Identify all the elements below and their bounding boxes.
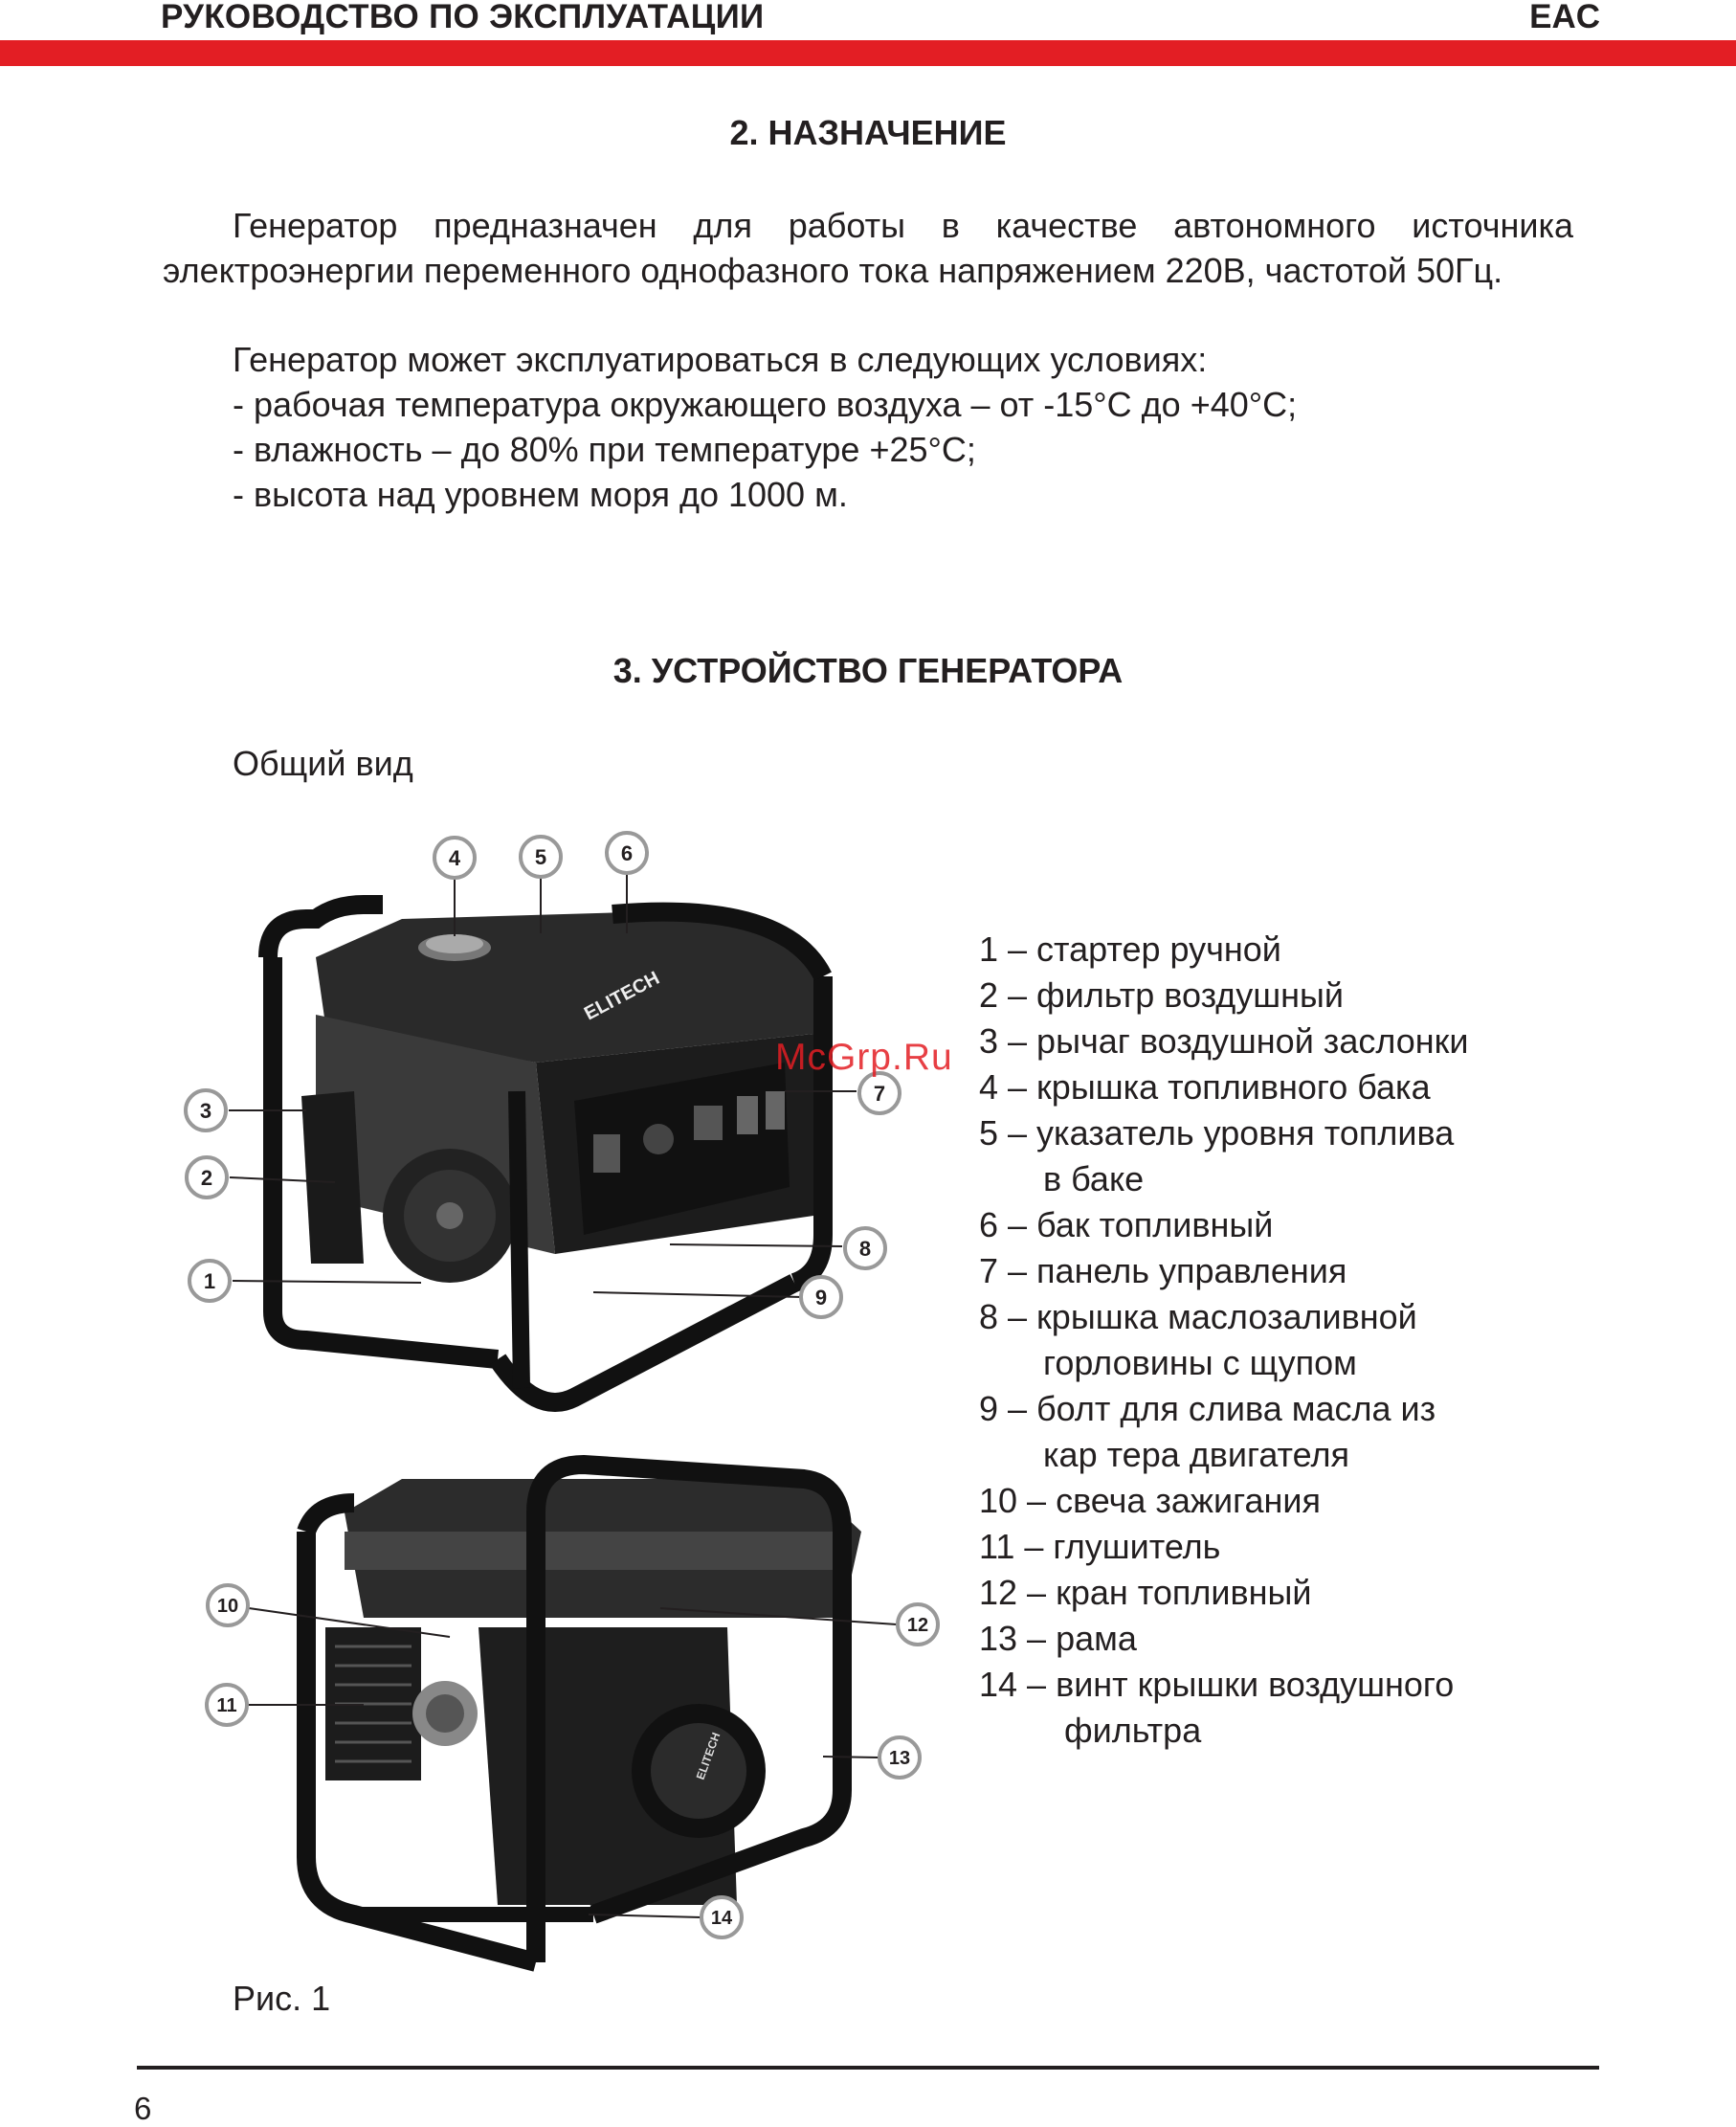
legend-item: 7 – панель управления <box>979 1251 1347 1290</box>
purpose-text: Генератор предназначен для работы в качестве автономного источника электроэнергии переменного однофазного тока напряжением 220В, частотой 50Гц. <box>163 206 1573 290</box>
svg-text:7: 7 <box>873 1082 886 1106</box>
svg-text:10: 10 <box>216 1596 239 1617</box>
legend-item: 4 – крышка топливного бака <box>979 1067 1431 1107</box>
condition-temperature: - рабочая температура окружающего воздуха – от -15°С до +40°С; <box>233 385 1298 424</box>
legend-item: 5 – указатель уровня топлива <box>979 1113 1455 1153</box>
callout-2 <box>187 1157 227 1198</box>
callout-8 <box>845 1228 885 1268</box>
callout-6 <box>607 833 647 873</box>
legend-item: 11 – глушитель <box>979 1527 1221 1566</box>
legend-item: 8 – крышка маслозаливной <box>979 1297 1417 1336</box>
general-view-label: Общий вид <box>233 744 413 783</box>
callout-7 <box>859 1073 900 1113</box>
legend-item-continuation: фильтра <box>1064 1711 1202 1750</box>
header-title: РУКОВОДСТВО ПО ЭКСПЛУАТАЦИИ <box>161 0 765 35</box>
eac-mark: EAC <box>1529 0 1600 35</box>
svg-text:5: 5 <box>534 845 547 869</box>
callout-9 <box>801 1277 841 1317</box>
callout-14 <box>701 1897 742 1937</box>
section-3-title: 3. УСТРОЙСТВО ГЕНЕРАТОРА <box>612 651 1124 690</box>
callout-10 <box>208 1585 248 1625</box>
legend-item-continuation: в баке <box>1043 1159 1145 1198</box>
brand-logo-rear: ELITECH <box>693 1730 723 1782</box>
watermark: McGrp.Ru <box>775 1037 953 1078</box>
svg-text:8: 8 <box>858 1237 872 1261</box>
svg-text:9: 9 <box>814 1286 828 1310</box>
svg-text:11: 11 <box>216 1695 237 1716</box>
legend-item: 3 – рычаг воздушной заслонки <box>979 1021 1469 1061</box>
section-2-title: 2. НАЗНАЧЕНИЕ <box>729 113 1007 152</box>
svg-text:1: 1 <box>203 1269 216 1293</box>
svg-text:3: 3 <box>199 1099 212 1123</box>
legend-item: 2 – фильтр воздушный <box>979 975 1345 1015</box>
svg-text:12: 12 <box>906 1615 929 1636</box>
legend-item-continuation: горловины с щупом <box>1043 1343 1357 1382</box>
callout-3 <box>186 1090 226 1131</box>
conditions-intro: Генератор может эксплуатироваться в следующих условиях: <box>233 340 1208 379</box>
legend-item: 13 – рама <box>979 1619 1137 1658</box>
callout-12 <box>898 1604 938 1645</box>
legend-item: 9 – болт для слива масла из <box>979 1389 1436 1428</box>
svg-text:4: 4 <box>448 846 461 870</box>
figure-caption: Рис. 1 <box>233 1979 331 2018</box>
legend-item: 14 – винт крышки воздушного <box>979 1665 1455 1704</box>
generator-rear-view <box>306 1465 861 1962</box>
page-number: 6 <box>134 2091 152 2126</box>
callout-4 <box>434 838 475 878</box>
legend-item-continuation: кар тера двигателя <box>1043 1435 1349 1474</box>
svg-text:13: 13 <box>888 1748 911 1769</box>
parts-legend <box>979 927 1469 1754</box>
svg-text:14: 14 <box>710 1908 733 1929</box>
footer-rule <box>137 2066 1599 2070</box>
legend-item: 1 – стартер ручной <box>979 929 1281 969</box>
callout-1 <box>189 1261 230 1301</box>
generator-front-view <box>268 905 823 1402</box>
callout-5 <box>521 837 561 877</box>
legend-item: 12 – кран топливный <box>979 1573 1312 1612</box>
legend-item: 10 – свеча зажигания <box>979 1481 1321 1520</box>
condition-altitude: - высота над уровнем моря до 1000 м. <box>233 475 848 514</box>
legend-item: 6 – бак топливный <box>979 1205 1274 1244</box>
callout-11 <box>207 1685 247 1725</box>
condition-humidity: - влажность – до 80% при температуре +25°С; <box>233 430 976 469</box>
callout-13 <box>879 1737 920 1778</box>
brand-logo-front: ELITECH <box>581 967 663 1025</box>
svg-text:2: 2 <box>200 1166 213 1190</box>
svg-text:6: 6 <box>620 841 634 865</box>
